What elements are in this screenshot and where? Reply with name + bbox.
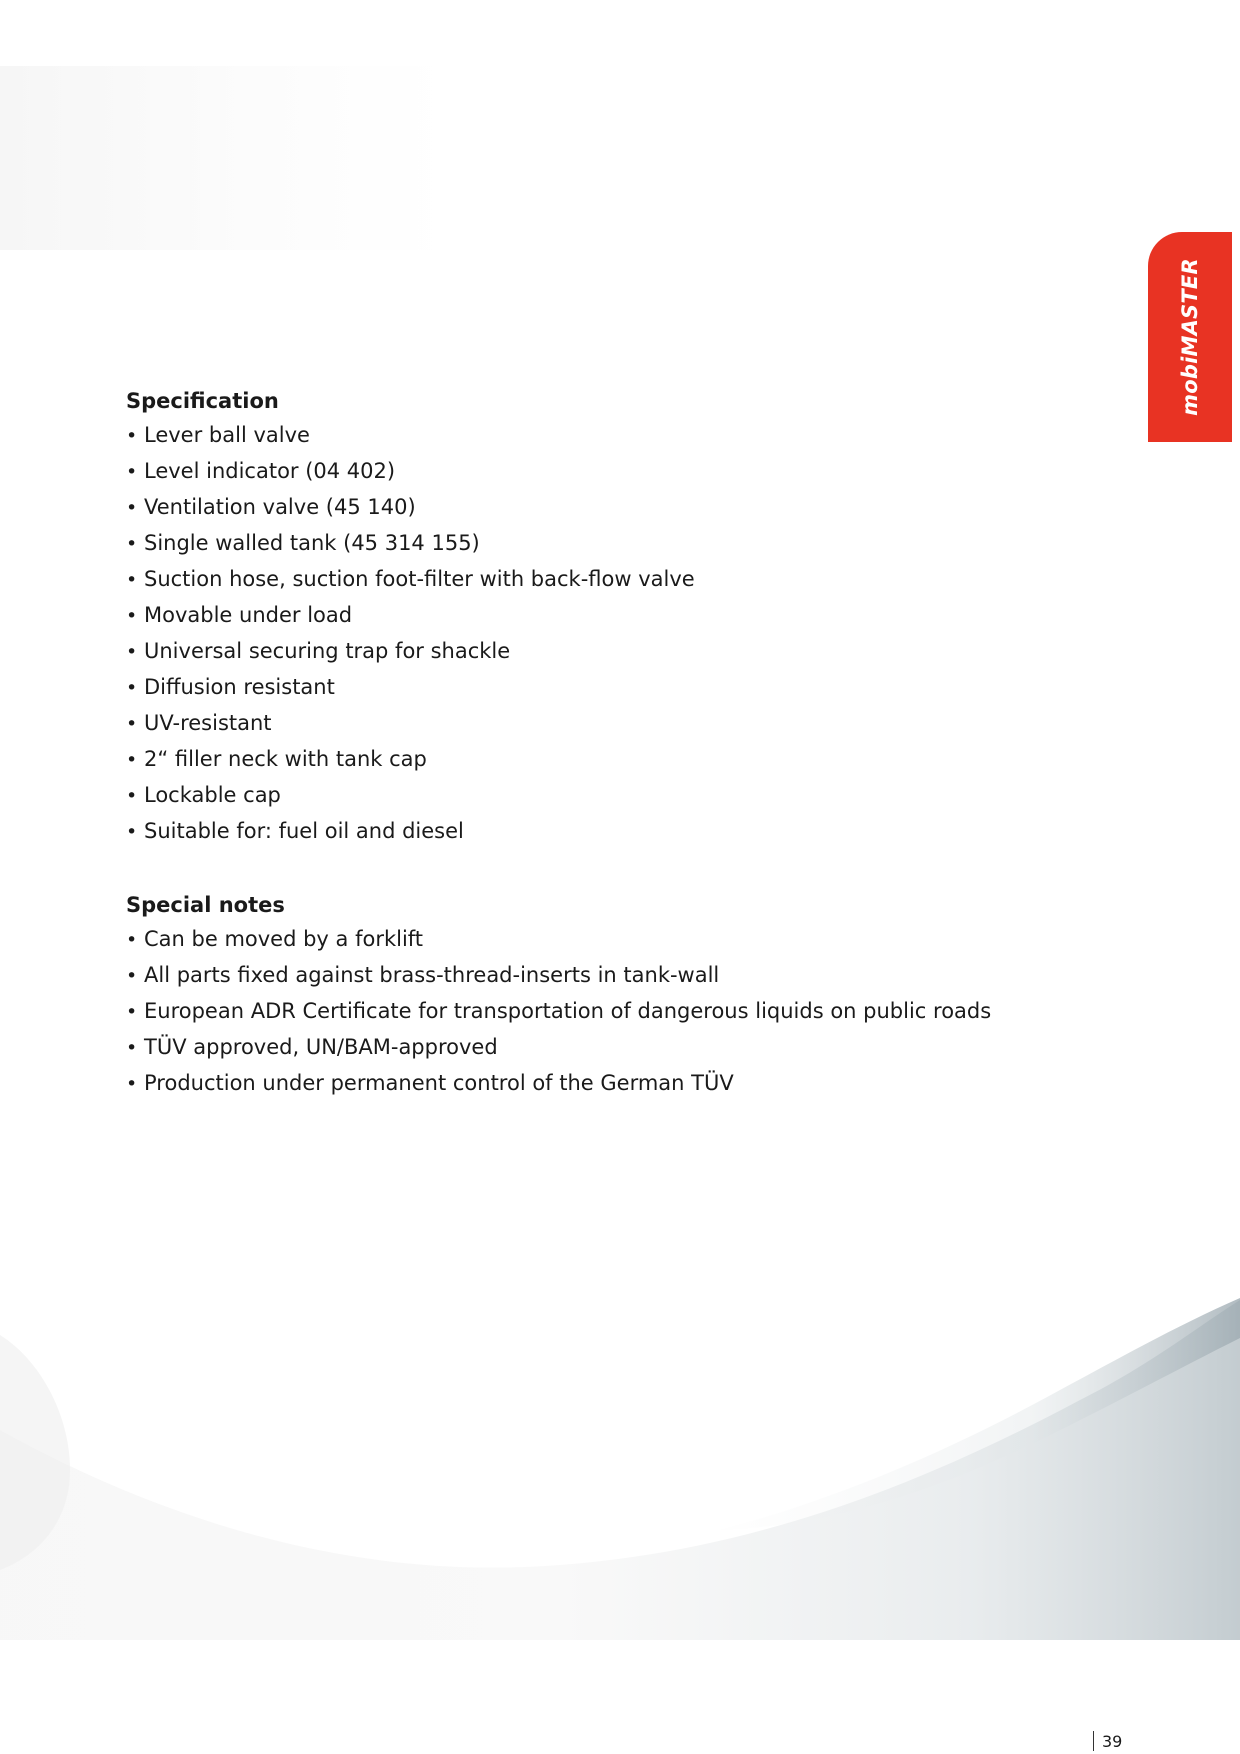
decorative-water-wave [0, 1280, 1240, 1640]
list-item: • Lockable cap [126, 778, 1026, 814]
bullet-icon: • [126, 821, 138, 843]
bullet-icon: • [126, 533, 138, 555]
list-item: • TÜV approved, UN/BAM-approved [126, 1030, 1026, 1066]
list-item: • Single walled tank (45 314 155) [126, 526, 1026, 562]
bullet-icon: • [126, 461, 138, 483]
bullet-icon: • [126, 749, 138, 771]
list-item: • Level indicator (04 402) [126, 454, 1026, 490]
special-notes-list [126, 922, 1026, 1102]
list-item: • UV-resistant [126, 706, 1026, 742]
list-item: • All parts fixed against brass-thread-inserts in tank-wall [126, 958, 1026, 994]
bullet-icon: • [126, 425, 138, 447]
list-item: • Production under permanent control of the German TÜV [126, 1066, 1026, 1102]
list-item: • Suction hose, suction foot-filter with back-flow valve [126, 562, 1026, 598]
list-item: • 2“ filler neck with tank cap [126, 742, 1026, 778]
bullet-icon: • [126, 677, 138, 699]
specification-title: Specification [126, 389, 279, 413]
list-item: • Suitable for: fuel oil and diesel [126, 814, 1026, 850]
spec-content [126, 384, 1026, 1102]
list-item: • Ventilation valve (45 140) [126, 490, 1026, 526]
bullet-icon: • [126, 929, 138, 951]
section-spacer [126, 850, 1026, 888]
brand-tab-label: mobiMASTER [1178, 258, 1202, 416]
bullet-icon: • [126, 605, 138, 627]
specification-list [126, 418, 1026, 850]
list-item: • Universal securing trap for shackle [126, 634, 1026, 670]
bullet-icon: • [126, 1037, 138, 1059]
faded-background-block [0, 66, 450, 250]
bullet-icon: • [126, 713, 138, 735]
bullet-icon: • [126, 497, 138, 519]
brand-side-tab [1148, 232, 1232, 442]
list-item: • Can be moved by a forklift [126, 922, 1026, 958]
special-notes-title: Special notes [126, 893, 285, 917]
bullet-icon: • [126, 965, 138, 987]
page-separator [1093, 1731, 1094, 1751]
list-item: • Diffusion resistant [126, 670, 1026, 706]
list-item: • Lever ball valve [126, 418, 1026, 454]
list-item: • European ADR Certificate for transportation of dangerous liquids on public roads [126, 994, 1026, 1030]
bullet-icon: • [126, 1001, 138, 1023]
wave-shape [0, 1300, 1240, 1640]
bullet-icon: • [126, 569, 138, 591]
page-number-value: 39 [1102, 1731, 1123, 1751]
bullet-icon: • [126, 1073, 138, 1095]
page-number [1093, 1730, 1122, 1752]
bullet-icon: • [126, 785, 138, 807]
list-item: • Movable under load [126, 598, 1026, 634]
bullet-icon: • [126, 641, 138, 663]
